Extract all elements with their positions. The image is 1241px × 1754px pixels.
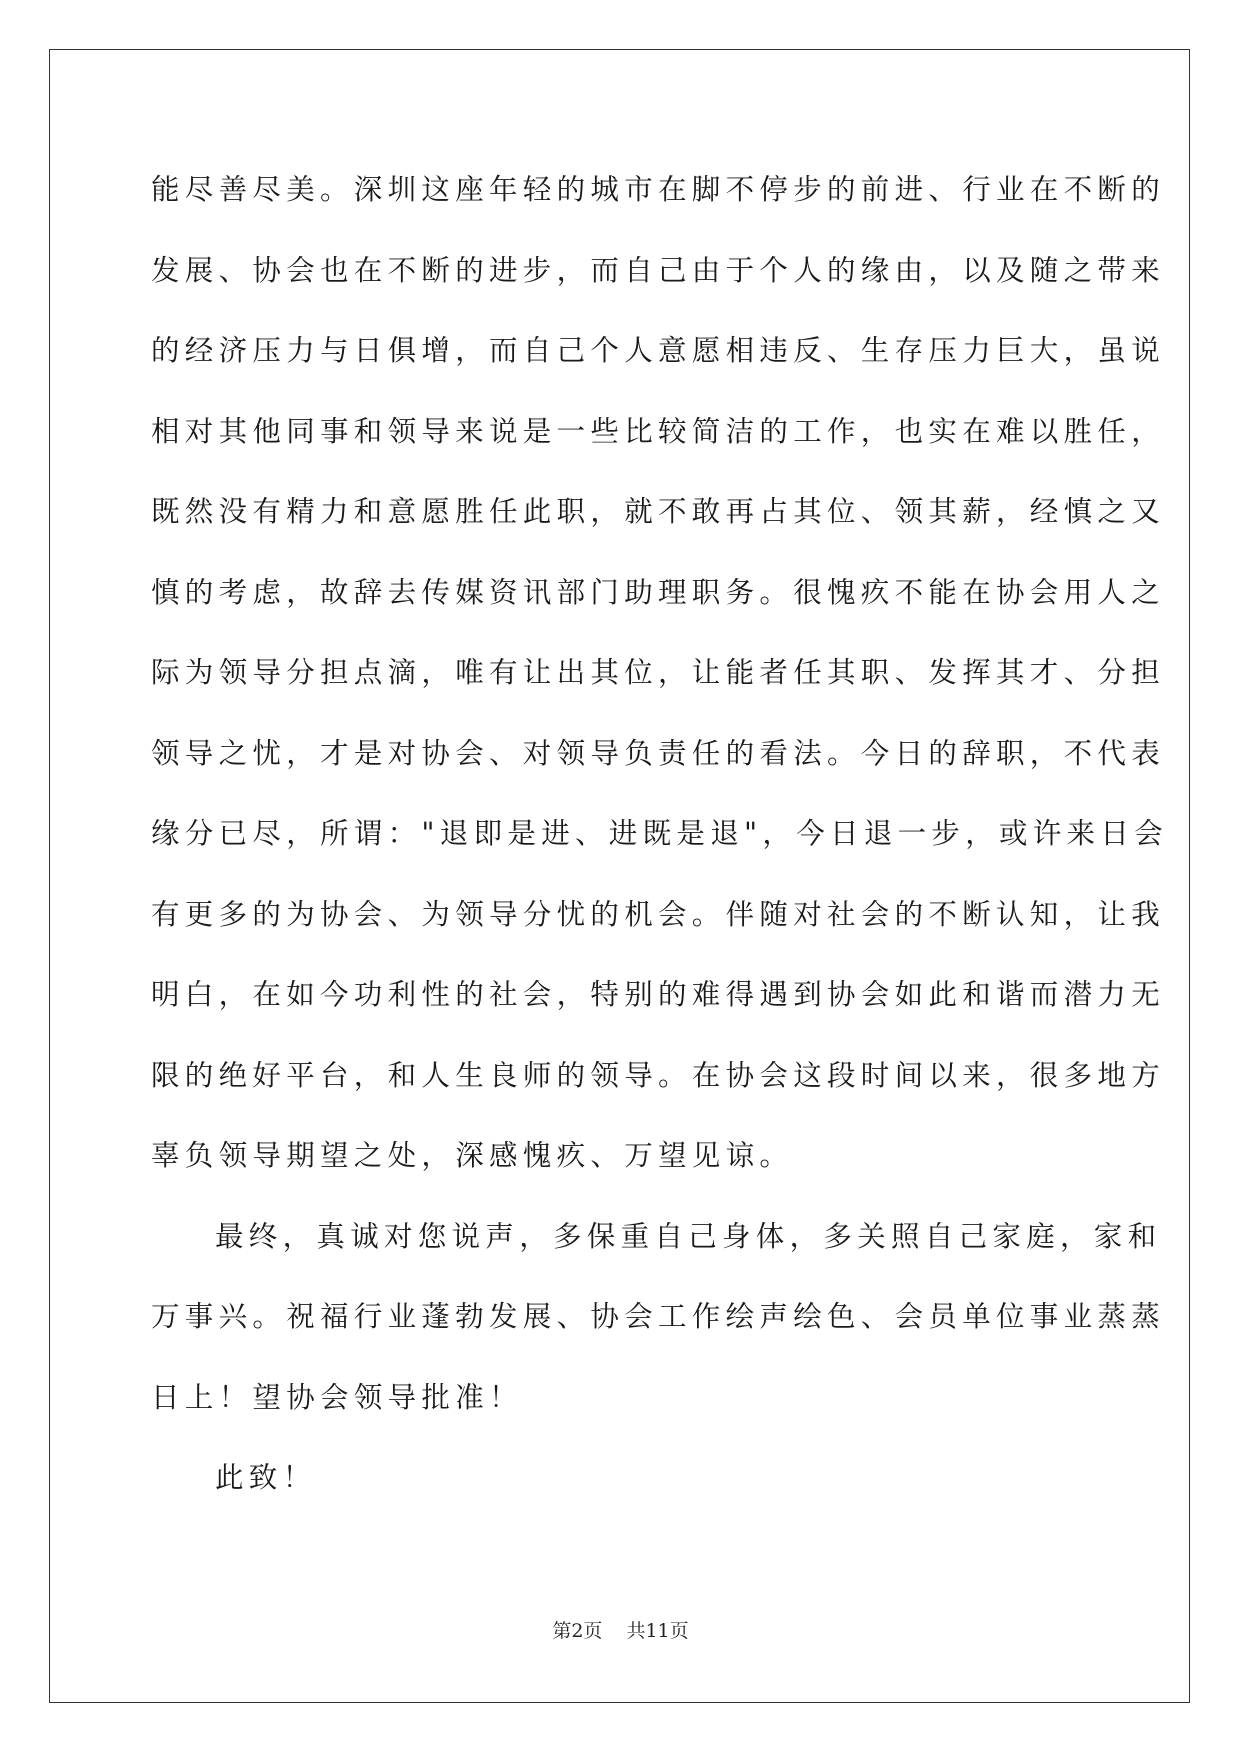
text-line: 限的绝好平台，和人生良师的领导。在协会这段时间以来，很多地方 (151, 1058, 1166, 1092)
paragraph-first-line: 最终，真诚对您说声，多保重自己身体，多关照自己家庭，家和 (215, 1219, 1162, 1253)
page-number: 第2页 (552, 1620, 603, 1642)
text-line: 能尽善尽美。深圳这座年轻的城市在脚不停步的前进、行业在不断的 (151, 173, 1166, 206)
letter-body (151, 150, 1169, 1519)
closing-salutation: 此致！ (215, 1461, 317, 1494)
text-line: 的经济压力与日俱增，而自己个人意愿相违反、生存压力巨大，虽说 (151, 334, 1166, 367)
text-line: 缘分已尽，所谓："退即是进、进既是退"，今日退一步，或许来日会 (151, 817, 1169, 850)
text-line: 际为领导分担点滴，唯有让出其位，让能者任其职、发挥其才、分担 (151, 656, 1166, 689)
text-line: 发展、协会也在不断的进步，而自己由于个人的缘由，以及随之带来 (151, 253, 1166, 287)
text-line: 有更多的为协会、为领导分忧的机会。伴随对社会的不断认知，让我 (151, 897, 1166, 931)
page-footer (0, 1616, 1241, 1643)
text-line: 明白，在如今功利性的社会，特别的难得遇到协会如此和谐而潜力无 (151, 978, 1166, 1011)
text-line: 相对其他同事和领导来说是一些比较简洁的工作，也实在难以胜任， (151, 414, 1166, 448)
page-total: 共11页 (626, 1620, 689, 1642)
text-line: 慎的考虑，故辞去传媒资讯部门助理职务。很愧疚不能在协会用人之 (151, 575, 1166, 609)
text-line: 领导之忧，才是对协会、对领导负责任的看法。今日的辞职，不代表 (151, 736, 1166, 770)
text-line: 既然没有精力和意愿胜任此职，就不敢再占其位、领其薪，经慎之又 (151, 495, 1166, 528)
text-line: 辜负领导期望之处，深感愧疚、万望见谅。 (151, 1139, 794, 1172)
text-line: 日上！望协会领导批准！ (151, 1380, 523, 1414)
text-line: 万事兴。祝福行业蓬勃发展、协会工作绘声绘色、会员单位事业蒸蒸 (151, 1300, 1166, 1333)
